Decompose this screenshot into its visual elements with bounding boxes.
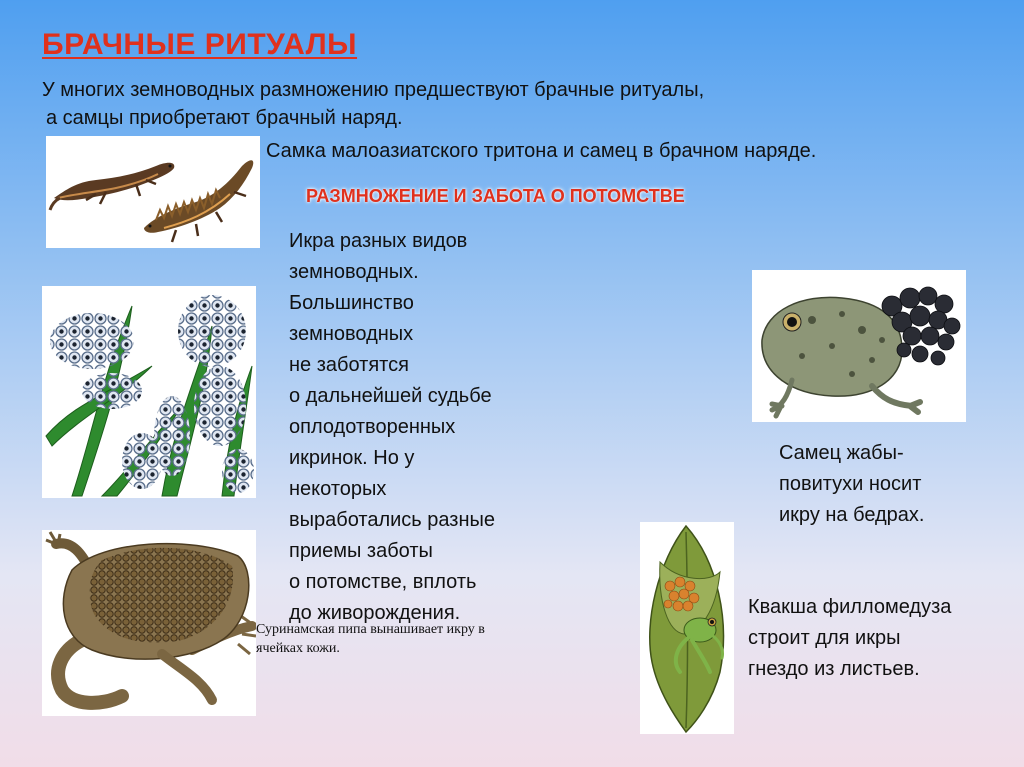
text-line: приемы заботы — [289, 540, 433, 562]
caption-line: гнездо из листьев. — [748, 658, 920, 680]
caption-line: Квакша филломедуза — [748, 596, 952, 618]
newt-image — [46, 136, 260, 248]
caption-line: повитухи носит — [779, 473, 922, 495]
text-line: земноводных — [289, 323, 414, 345]
text-line: выработались разные — [289, 509, 495, 531]
leaf-frog-caption — [748, 592, 951, 685]
text-line: оплодотворенных — [289, 416, 456, 438]
surinam-toad-caption — [256, 620, 546, 658]
frog-spawn-image — [42, 286, 256, 498]
text-line: Икра разных видов — [289, 230, 468, 252]
caption-line: Суринамская пипа вынашивает икру в — [256, 622, 485, 637]
text-line: о потомстве, вплоть — [289, 571, 477, 593]
midwife-toad-caption — [779, 438, 925, 531]
main-text — [289, 226, 551, 629]
text-line: некоторых — [289, 478, 387, 500]
caption-line: ячейках кожи. — [256, 641, 340, 656]
caption-line: Самец жабы- — [779, 442, 904, 464]
intro-line: У многих земноводных размножению предшествуют брачные ритуалы, — [42, 79, 705, 101]
midwife-toad-illustration — [752, 270, 966, 422]
newt-illustration — [46, 136, 260, 248]
intro-line: а самцы приобретают брачный наряд. — [46, 107, 403, 129]
newt-caption: Самка малоазиатского тритона и самец в брачном наряде. — [266, 140, 817, 162]
egg-clusters — [50, 295, 254, 493]
frog-spawn-illustration — [42, 286, 256, 498]
text-line: земноводных. — [289, 261, 419, 283]
intro-text — [42, 76, 902, 132]
midwife-toad-image — [752, 270, 966, 422]
text-line: до живорождения. — [289, 602, 461, 624]
slide-title: БРАЧНЫЕ РИТУАЛЫ — [42, 28, 358, 61]
section-subtitle: РАЗМНОЖЕНИЕ И ЗАБОТА О ПОТОМСТВЕ — [306, 186, 685, 206]
leaf-frog-illustration — [640, 522, 734, 734]
surinam-toad-image — [42, 530, 256, 716]
caption-line: икру на бедрах. — [779, 504, 925, 526]
leaf-frog-image — [640, 522, 734, 734]
caption-line: строит для икры — [748, 627, 901, 649]
text-line: икринок. Но у — [289, 447, 415, 469]
text-line: о дальнейшей судьбе — [289, 385, 492, 407]
text-line: не заботятся — [289, 354, 409, 376]
female-newt — [50, 163, 174, 210]
surinam-toad-illustration — [42, 530, 256, 716]
text-line: Большинство — [289, 292, 414, 314]
